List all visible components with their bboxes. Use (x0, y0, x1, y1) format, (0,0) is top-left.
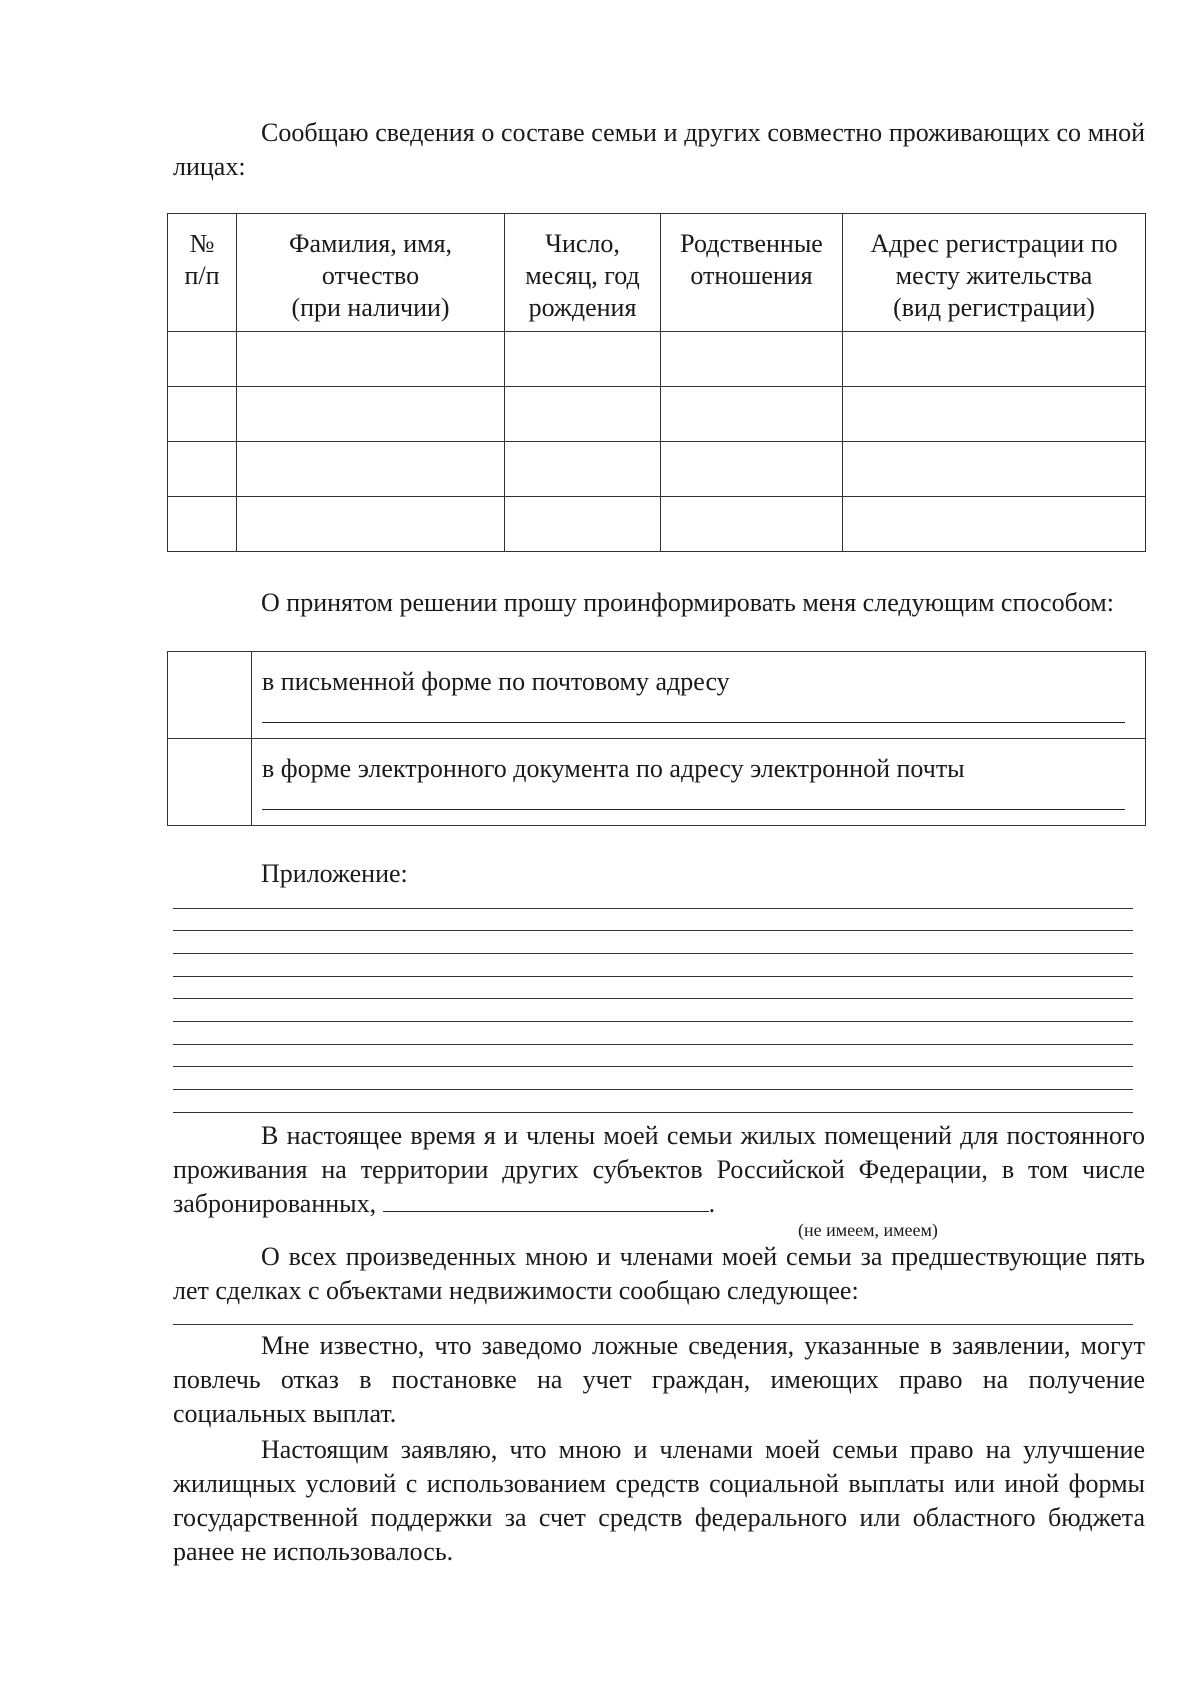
notify-option-email (168, 739, 1146, 826)
table-row (168, 442, 1146, 497)
table-cell[interactable] (168, 387, 237, 442)
table-cell[interactable] (661, 442, 843, 497)
email-address-field[interactable] (262, 789, 1125, 810)
attachment-line[interactable] (173, 1112, 1133, 1113)
attachment-line[interactable] (173, 976, 1133, 977)
declaration-paragraph: Настоящим заявляю, что мною и членами моей семьи право на улучшение жилищных условий с использованием средств социальной выплаты или иной формы государственной поддержки за счет средств федерального или областного бюджета ранее не использовалось. (173, 1435, 1145, 1566)
email-checkbox-cell[interactable] (168, 739, 252, 826)
header-birth-date: Число, месяц, год рождения (505, 214, 661, 332)
postal-checkbox-cell[interactable] (168, 652, 252, 739)
attachment-label: Приложение: (261, 859, 408, 888)
table-cell[interactable] (168, 497, 237, 552)
attachment-line[interactable] (173, 998, 1133, 999)
table-cell[interactable] (505, 387, 661, 442)
table-cell[interactable] (661, 497, 843, 552)
attachment-line[interactable] (173, 1021, 1133, 1022)
table-cell[interactable] (505, 497, 661, 552)
attachment-line[interactable] (173, 908, 1133, 909)
header-full-name: Фамилия, имя, отчество (при наличии) (237, 214, 505, 332)
family-members-table (167, 213, 1146, 552)
table-cell[interactable] (237, 497, 505, 552)
housing-paragraph: В настоящее время я и члены моей семьи жилых помещений для постоянного проживания на территории других субъектов Российской Федерации, в том числе забронированных, . (173, 1121, 1145, 1218)
email-option-label: в форме электронного документа по адресу электронной почты (262, 754, 965, 783)
table-cell[interactable] (505, 332, 661, 387)
notification-method-table (167, 651, 1146, 826)
family-table-header-row (168, 214, 1146, 332)
table-cell[interactable] (843, 442, 1146, 497)
housing-text: В настоящее время я и члены моей семьи жилых помещений для постоянного проживания на территории других субъектов Российской Федерации, в том числе забронированных, (173, 1121, 1145, 1218)
table-cell[interactable] (661, 332, 843, 387)
table-cell[interactable] (237, 387, 505, 442)
header-relationship: Родственные отношения (661, 214, 843, 332)
postal-address-field[interactable] (262, 702, 1125, 723)
table-cell[interactable] (505, 442, 661, 497)
table-cell[interactable] (661, 387, 843, 442)
table-row (168, 387, 1146, 442)
table-cell[interactable] (237, 332, 505, 387)
table-cell[interactable] (168, 332, 237, 387)
notify-option-postal (168, 652, 1146, 739)
warning-paragraph: Мне известно, что заведомо ложные сведения, указанные в заявлении, могут повлечь отказ в постановке на учет граждан, имеющих право на получение социальных выплат. (173, 1331, 1145, 1428)
housing-hint: (не имеем, имеем) (798, 1220, 938, 1240)
table-cell[interactable] (168, 442, 237, 497)
notify-paragraph: О принятом решении прошу проинформировать меня следующим способом: (261, 588, 1114, 617)
transactions-line[interactable] (173, 1324, 1133, 1325)
attachment-line[interactable] (173, 1089, 1133, 1090)
header-number: № п/п (168, 214, 237, 332)
table-cell[interactable] (843, 332, 1146, 387)
table-row (168, 497, 1146, 552)
table-cell[interactable] (843, 497, 1146, 552)
attachment-line[interactable] (173, 1066, 1133, 1067)
attachment-line[interactable] (173, 953, 1133, 954)
attachment-line[interactable] (173, 1044, 1133, 1045)
transactions-paragraph: О всех произведенных мною и членами моей семьи за предшествующие пять лет сделках с объектами недвижимости сообщаю следующее: (173, 1242, 1145, 1305)
intro-paragraph: Сообщаю сведения о составе семьи и других совместно проживающих со мной лицах: (173, 118, 1145, 181)
housing-status-field[interactable] (383, 1187, 709, 1212)
table-row (168, 332, 1146, 387)
postal-option-label: в письменной форме по почтовому адресу (262, 667, 730, 696)
attachment-line[interactable] (173, 930, 1133, 931)
header-registration-address: Адрес регистрации по месту жительства (вид регистрации) (843, 214, 1146, 332)
table-cell[interactable] (237, 442, 505, 497)
table-cell[interactable] (843, 387, 1146, 442)
